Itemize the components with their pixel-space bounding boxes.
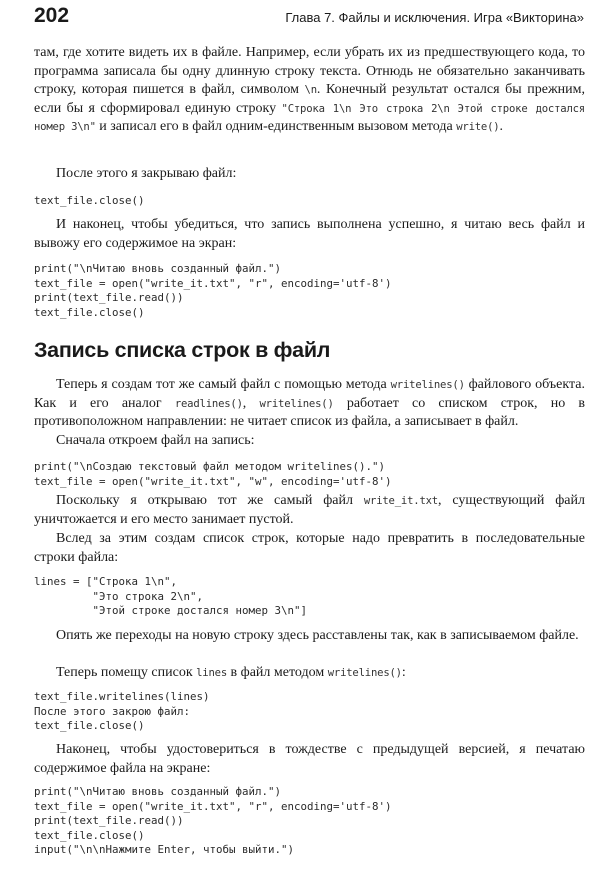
inline-code: "Строка 1\n Это строка 2\n Этой строке достался номер 3\n" [34, 102, 585, 134]
section-heading: Запись списка строк в файл [34, 338, 331, 362]
paragraph-newlines-note: Опять же переходы на новую строку здесь расставлены так, как в записываемом файле. [56, 628, 579, 643]
paragraph-same-file: Поскольку я открываю тот же самый файл write_it.txt, существующий файл уничтожается и его место занимает пустой. [34, 493, 585, 527]
inline-code: readlines() [174, 397, 243, 410]
inline-code: writelines() [390, 379, 465, 391]
paragraph-writelines-intro: Теперь я создам тот же самый файл с помощью метода writelines() файлового объекта. Как и его аналог readlines(), writelines() работает со списком строк, но в противоположном направлении: не читает список из файла, а записывает в файл. [34, 377, 586, 430]
paragraph-close-intro: После этого я закрываю файл: [56, 166, 237, 181]
code-block-final-read: print("\nЧитаю вновь созданный файл.") text_file = open("write_it.txt", "r", encoding='utf-8') print(text_file.read()) text_file.close() input("\n\nНажмите Enter, чтобы выйти.") [34, 785, 392, 857]
paragraph-list-intro: Вслед за этим создам список строк, которые надо превратить в последовательные строки файла: [34, 531, 585, 565]
inline-code: write_it.txt [363, 495, 438, 507]
paragraph-continuation: там, где хотите видеть их в файле. Например, если убрать их из предшествующего кода, то программа записала бы одну длинную строку текста. Отнюдь не обязательно заканчивать строку, которая пишется в файл, символом \n. Конечный результат остался бы прежним, если бы я сформировал единую строку "Строка 1\n Это строка 2\n Этой строке достался номер 3\n" и записал его в файл одним-единственным вызовом метода write(). [34, 45, 585, 135]
code-block-close: text_file.close() [34, 194, 145, 207]
paragraph-read-intro: И наконец, чтобы убедиться, что запись выполнена успешно, я читаю весь файл и вывожу его содержимое на экран: [34, 217, 585, 251]
inline-code: lines [196, 667, 228, 679]
running-title: Глава 7. Файлы и исключения. Игра «Викторина» [285, 10, 584, 25]
code-block-writelines: text_file.writelines(lines) После этого закрою файл: text_file.close() [34, 690, 210, 733]
inline-code: writelines() [259, 397, 334, 410]
paragraph-verify-intro: Наконец, чтобы удостовериться в тождестве с предыдущей версией, я печатаю содержимое файла на экране: [34, 742, 585, 776]
inline-code: writelines() [327, 667, 402, 679]
code-block-read: print("\nЧитаю вновь созданный файл.") text_file = open("write_it.txt", "r", encoding='utf-8') print(text_file.read()) text_file.close() [34, 262, 392, 319]
page-number: 202 [34, 4, 70, 27]
inline-code: write() [456, 121, 500, 134]
inline-code: \n [304, 84, 317, 97]
code-block-open-write: print("\nСоздаю текстовый файл методом writelines().") text_file = open("write_it.txt", "w", encoding='utf-8') [34, 460, 392, 488]
code-block-lines-list: lines = ["Строка 1\n", "Это строка 2\n", "Этой строке достался номер 3\n"] [34, 575, 308, 618]
paragraph-open-intro: Сначала откроем файл на запись: [56, 433, 255, 448]
paragraph-writelines-call: Теперь помещу список lines в файл методом writelines(): [56, 665, 406, 680]
